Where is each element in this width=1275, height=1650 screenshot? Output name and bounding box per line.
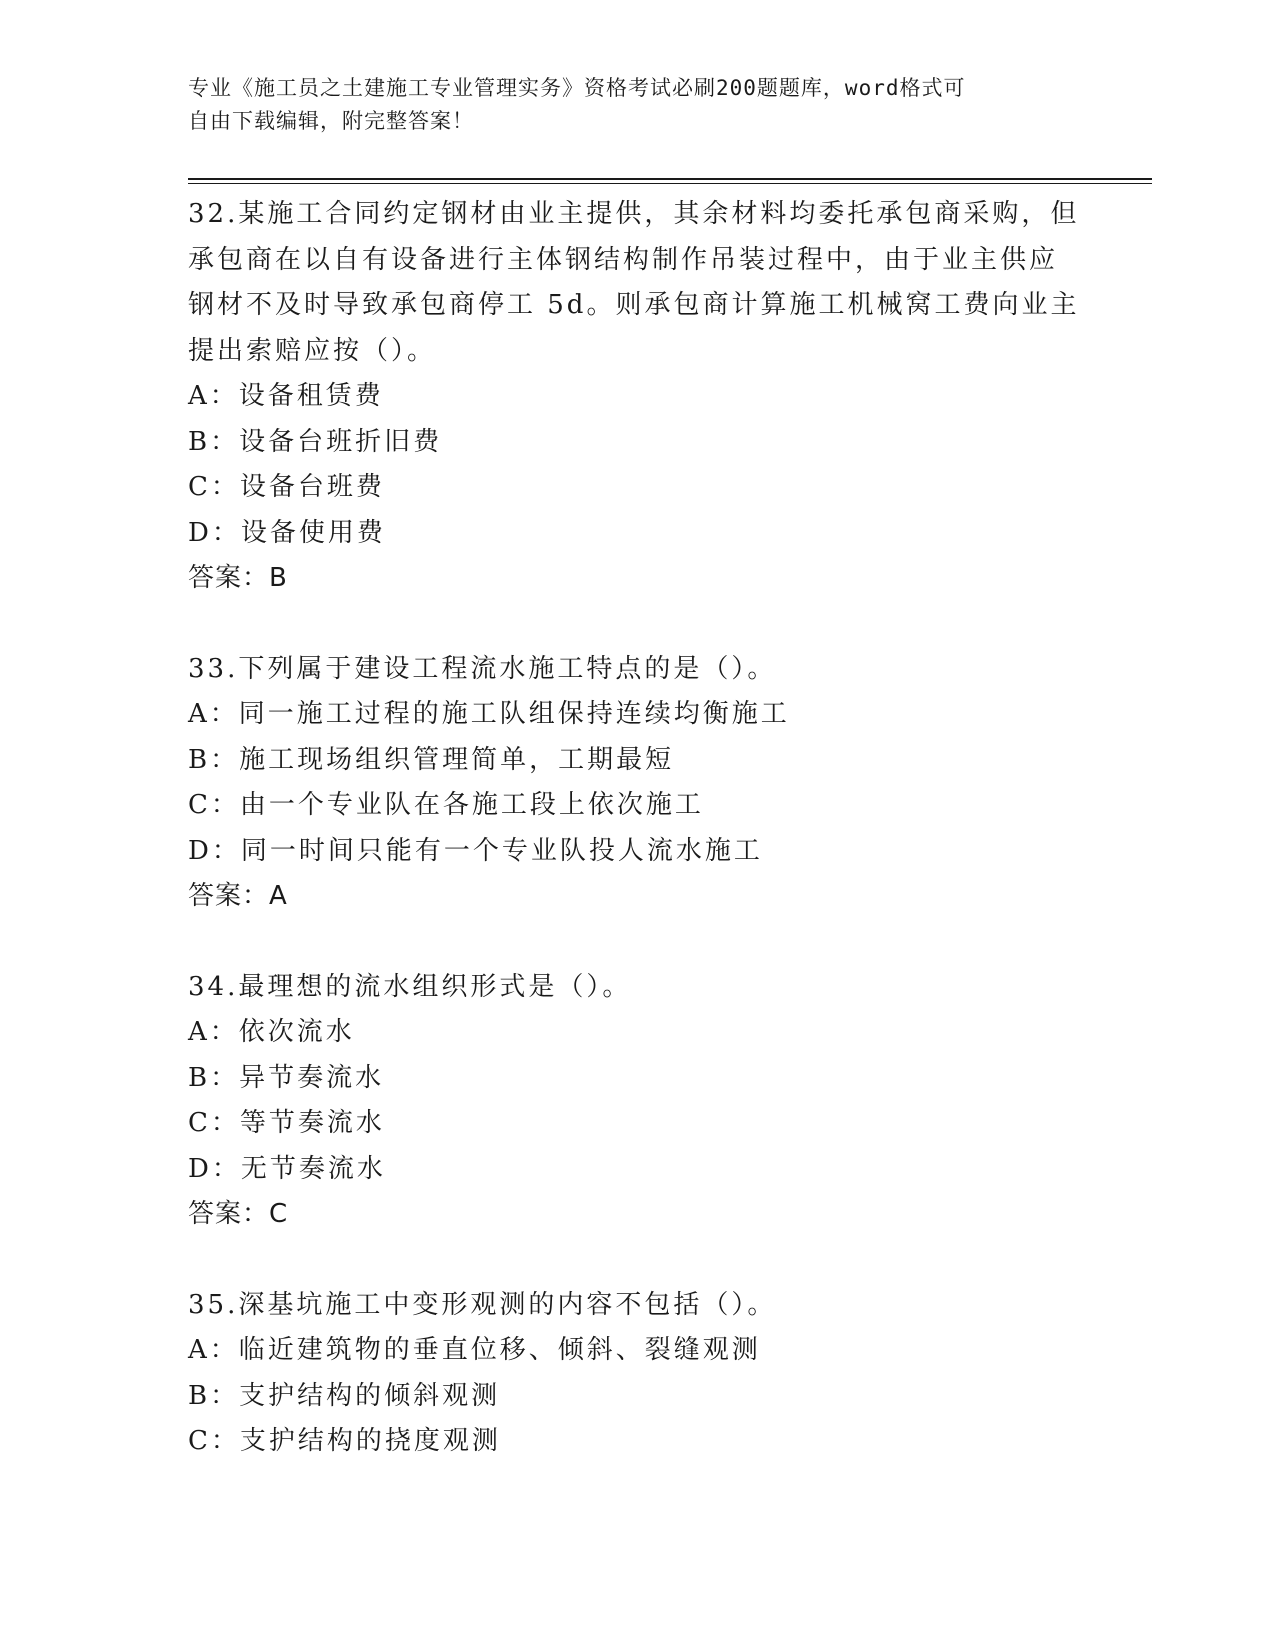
- answer: 答案：A: [188, 881, 288, 911]
- header-divider-thin: [188, 183, 1152, 184]
- option-c: C：等节奏流水: [188, 1108, 385, 1138]
- document-header: [188, 72, 1088, 138]
- option-a: A：依次流水: [188, 1017, 355, 1047]
- question-stem-line: 34.最理想的流水组织形式是（）。: [188, 971, 632, 1002]
- option-a: A：临近建筑物的垂直位移、倾斜、裂缝观测: [188, 1335, 761, 1365]
- question-stem-line: 32.某施工合同约定钢材由业主提供，其余材料均委托承包商采购，但: [188, 199, 1080, 229]
- question-stem-line: 承包商在以自有设备进行主体钢结构制作吊装过程中，由于业主供应: [188, 244, 1059, 275]
- question-32: [188, 192, 1088, 602]
- option-a: A：同一施工过程的施工队组保持连续均衡施工: [188, 699, 790, 729]
- option-c: C：设备台班费: [188, 472, 385, 502]
- question-list: [188, 192, 1088, 1510]
- answer: 答案：B: [188, 563, 288, 593]
- header-line-2: 自由下载编辑，附完整答案！: [188, 109, 474, 133]
- option-d: D：同一时间只能有一个专业队投人流水施工: [188, 835, 763, 866]
- header-line-1: 专业《施工员之土建施工专业管理实务》资格考试必刷200题题库，word格式可: [188, 76, 966, 100]
- question-stem-line: 35.深基坑施工中变形观测的内容不包括（）。: [188, 1289, 777, 1320]
- option-c: C：支护结构的挠度观测: [188, 1426, 501, 1456]
- option-a: A：设备租赁费: [188, 381, 384, 411]
- question-stem-line: 33.下列属于建设工程流水施工特点的是（）。: [188, 653, 777, 684]
- option-d: D：设备使用费: [188, 517, 386, 548]
- header-divider-thick: [188, 178, 1152, 180]
- option-b: B：施工现场组织管理简单，工期最短: [188, 744, 675, 775]
- question-stem-line: 提出索赔应按（）。: [188, 335, 437, 366]
- question-33: [188, 647, 1088, 920]
- answer: 答案：C: [188, 1199, 289, 1229]
- question-35: [188, 1283, 1088, 1465]
- option-b: B：支护结构的倾斜观测: [188, 1380, 501, 1411]
- option-c: C：由一个专业队在各施工段上依次施工: [188, 790, 704, 820]
- option-b: B：异节奏流水: [188, 1062, 385, 1093]
- option-b: B：设备台班折旧费: [188, 426, 443, 457]
- question-stem-line: 钢材不及时导致承包商停工 5d。则承包商计算施工机械窝工费向业主: [188, 290, 1080, 320]
- option-d: D：无节奏流水: [188, 1153, 386, 1184]
- question-34: [188, 965, 1088, 1238]
